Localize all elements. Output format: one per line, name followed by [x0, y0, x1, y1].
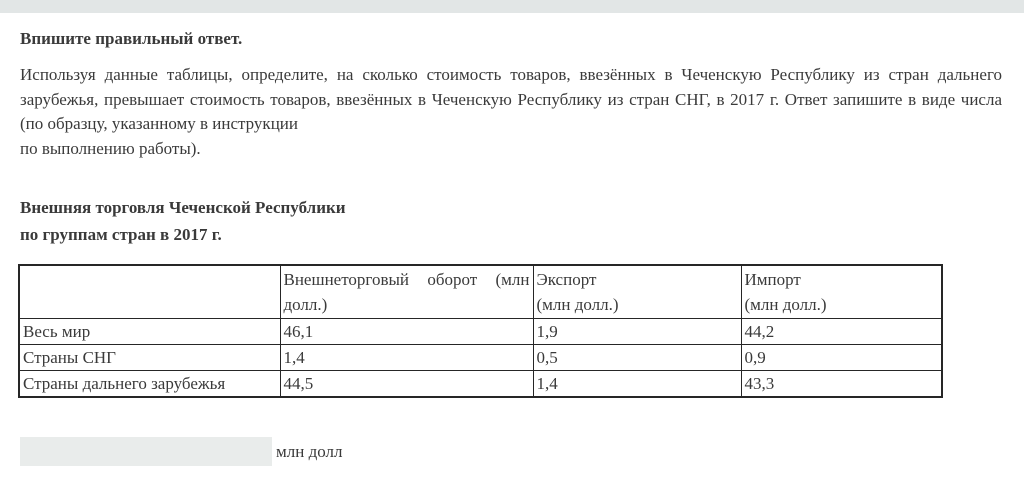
column-header: Экспорт (млн долл.): [533, 265, 741, 319]
table-header-row: [19, 265, 942, 319]
cell-value: 44,5: [280, 371, 533, 398]
table-row: [19, 371, 942, 398]
cell-value: 44,2: [741, 319, 942, 345]
cell-value: 46,1: [280, 319, 533, 345]
row-label: Весь мир: [19, 319, 280, 345]
table-caption: [20, 194, 1002, 248]
column-header: Импорт (млн долл.): [741, 265, 942, 319]
top-bar: [0, 0, 1024, 13]
table-row: [19, 345, 942, 371]
column-header: Внешнеторговый оборот (млн долл.): [280, 265, 533, 319]
table-caption-line2: по группам стран в 2017 г.: [20, 225, 222, 244]
table-row: [19, 319, 942, 345]
answer-unit-label: млн долл: [276, 441, 343, 461]
cell-value: 1,4: [533, 371, 741, 398]
row-label: Страны СНГ: [19, 345, 280, 371]
question-text: [20, 63, 1002, 161]
answer-row: [20, 437, 1002, 466]
answer-input[interactable]: [20, 437, 272, 466]
column-header: [19, 265, 280, 319]
cell-value: 1,4: [280, 345, 533, 371]
prompt-title: Впишите правильный ответ.: [20, 29, 243, 48]
table-caption-line1: Внешняя торговля Чеченской Республики: [20, 198, 346, 217]
cell-value: 1,9: [533, 319, 741, 345]
question-text-part1: Используя данные таблицы, определите, на сколько стоимость товаров, ввезённых в Чеченскую Республику из стран дальнего зарубежья, превышает стоимость товаров, ввезённых в Чеченскую Республику из стран СНГ, в 2017 г. Ответ запишите в виде числа (по образцу, указанному в инструкции: [20, 65, 1002, 133]
trade-table: [18, 264, 943, 398]
cell-value: 43,3: [741, 371, 942, 398]
cell-value: 0,5: [533, 345, 741, 371]
row-label: Страны дальнего зарубежья: [19, 371, 280, 398]
cell-value: 0,9: [741, 345, 942, 371]
question-text-part2: по выполнению работы).: [20, 138, 201, 158]
question-page: [0, 28, 1024, 466]
